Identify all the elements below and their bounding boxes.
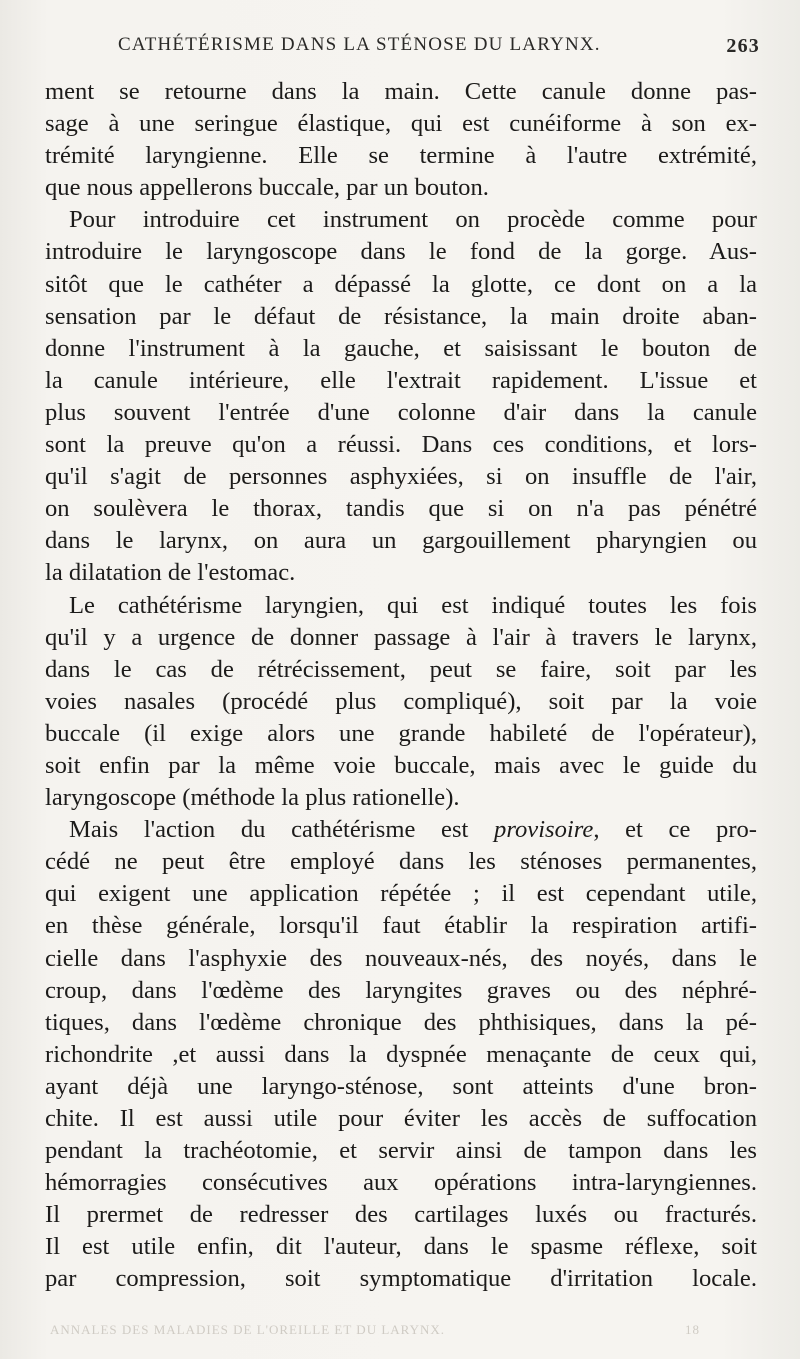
text-line: la dilatation de l'estomac.: [45, 559, 296, 587]
text-line: croup, dans l'œdème des laryngites graves ou des néphré-: [45, 976, 757, 1004]
text-line: soit enfin par la même voie buccale, mais avec le guide du: [45, 751, 757, 779]
text-line: sensation par le défaut de résistance, la main droite aban-: [45, 302, 757, 330]
signature-mark: 18: [685, 1322, 700, 1337]
text-line: buccale (il exige alors une grande habileté de l'opérateur),: [45, 719, 757, 747]
text-line: hémorragies consécutives aux opérations intra-laryngiennes.: [45, 1169, 757, 1197]
footer-running-text: ANNALES DES MALADIES DE L'OREILLE ET DU LARYNX.: [50, 1322, 446, 1337]
page-body: [45, 76, 757, 1296]
text-line: dans le cas de rétrécissement, peut se faire, soit par les: [45, 655, 757, 683]
page-footer: [50, 1322, 700, 1342]
text-line: Il est utile enfin, dit l'auteur, dans le spasme réflexe, soit: [45, 1233, 757, 1261]
text-line: plus souvent l'entrée d'une colonne d'air dans la canule: [45, 398, 757, 426]
text-line: par compression, soit symptomatique d'irritation locale.: [45, 1265, 757, 1293]
text-line: qu'il y a urgence de donner passage à l'air à travers le larynx,: [45, 623, 757, 651]
text-line: ment se retourne dans la main. Cette canule donne pas-: [45, 78, 757, 105]
text-line: en thèse générale, lorsqu'il faut établir la respiration artifi-: [45, 912, 757, 940]
text-line: voies nasales (procédé plus compliqué), soit par la voie: [45, 687, 757, 715]
text-line: on soulèvera le thorax, tandis que si on n'a pas pénétré: [45, 495, 757, 523]
text-line: pendant la trachéotomie, et servir ainsi de tampon dans les: [45, 1137, 757, 1165]
text-line: qu'il s'agit de personnes asphyxiées, si on insuffle de l'air,: [45, 463, 757, 491]
text-line: qui exigent une application répétée ; il est cependant utile,: [45, 880, 757, 908]
text-line: sage à une seringue élastique, qui est cunéiforme à son ex-: [45, 110, 757, 138]
text-line: cielle dans l'asphyxie des nouveaux-nés, des noyés, dans le: [45, 944, 757, 972]
text-line: laryngoscope (méthode la plus rationelle).: [45, 784, 460, 812]
paragraph-start-line: Pour introduire cet instrument on procède comme pour: [69, 206, 757, 234]
page-number: 263: [726, 35, 760, 57]
text-line: richondrite ,et aussi dans la dyspnée menaçante de ceux qui,: [45, 1040, 757, 1068]
text-line: Il prermet de redresser des cartilages luxés ou fracturés.: [45, 1201, 757, 1229]
text-line: sont la preuve qu'on a réussi. Dans ces conditions, et lors-: [45, 431, 757, 459]
text-line: sitôt que le cathéter a dépassé la glotte, ce dont on a la: [45, 270, 757, 298]
header-title: CATHÉTÉRISME DANS LA STÉNOSE DU LARYNX.: [118, 34, 601, 55]
running-header: [118, 34, 768, 64]
text-line: cédé ne peut être employé dans les sténoses permanentes,: [45, 848, 757, 876]
text-line: introduire le laryngoscope dans le fond de la gorge. Aus-: [45, 238, 757, 266]
text-line: trémité laryngienne. Elle se termine à l'autre extrémité,: [45, 142, 757, 170]
text-line: donne l'instrument à la gauche, et saisissant le bouton de: [45, 334, 757, 362]
text-line: ayant déjà une laryngo-sténose, sont atteints d'une bron-: [45, 1072, 757, 1100]
emphasis-provisoire: provisoire: [494, 816, 594, 844]
paragraph-start-line: Le cathétérisme laryngien, qui est indiqué toutes les fois: [69, 591, 757, 619]
paragraph-start-line: [45, 814, 757, 846]
text-line: que nous appellerons buccale, par un bouton.: [45, 174, 489, 202]
text-line: chite. Il est aussi utile pour éviter les accès de suffocation: [45, 1105, 757, 1132]
text-line: tiques, dans l'œdème chronique des phthisiques, dans la pé-: [45, 1008, 757, 1036]
text-segment: , et ce pro-: [593, 816, 757, 844]
text-segment: Mais l'action du cathétérisme est: [69, 816, 495, 844]
text-line: la canule intérieure, elle l'extrait rapidement. L'issue et: [45, 366, 757, 394]
text-line: dans le larynx, on aura un gargouillement pharyngien ou: [45, 527, 757, 555]
